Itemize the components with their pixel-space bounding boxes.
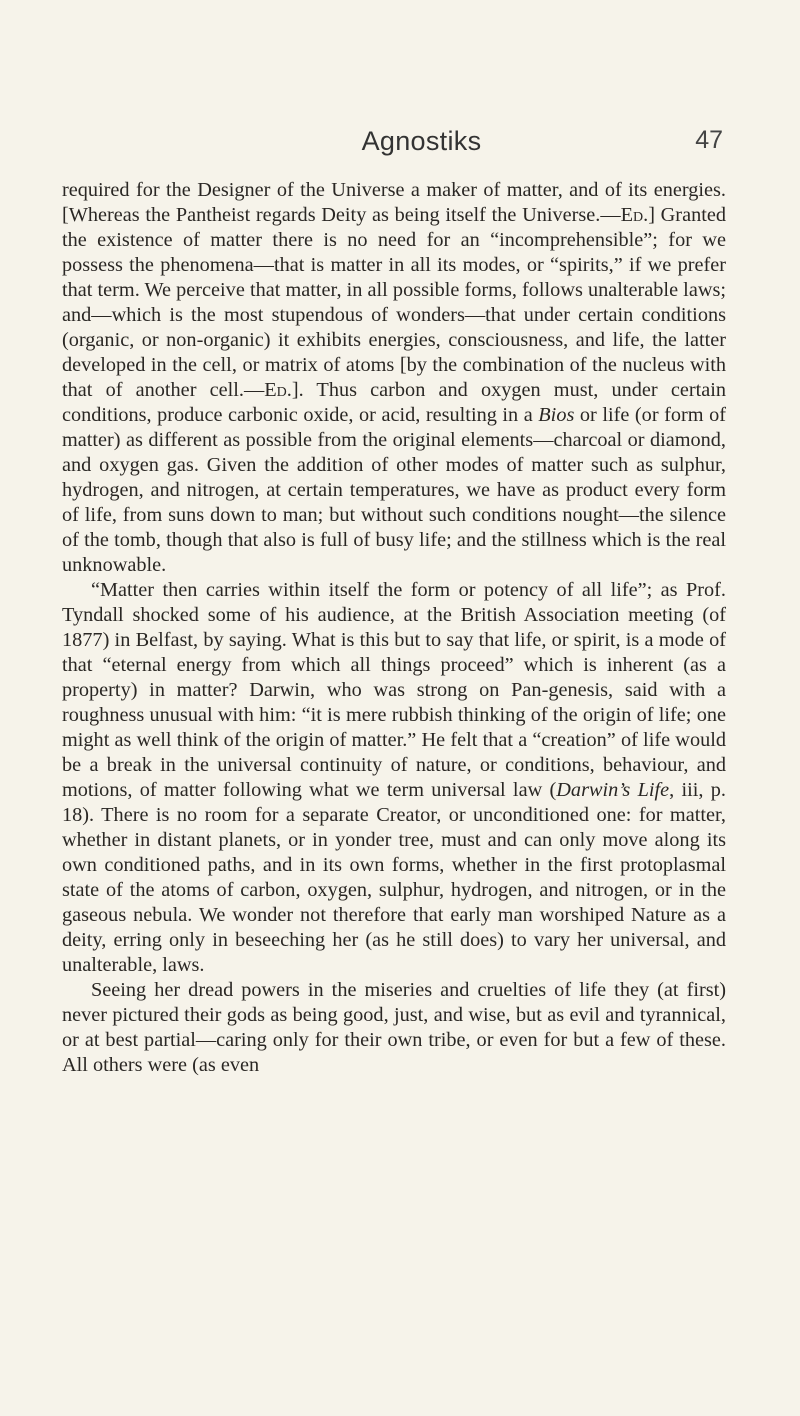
text-run: required for the Designer of the Universe a maker of matter, and of its energies. [Whereas the Pantheist regards Deity as being itself the Universe.—: [62, 179, 726, 226]
page-number: 47: [695, 126, 723, 154]
text-run: ] Granted the existence of matter there is no need for an “incomprehensible”; for we possess the phenomena—that is matter in all its modes, or “spirits,” if we prefer that term. We perceive that matter, in all possible forms, follows unalterable laws; and—which is the most stupendous of wonders—that under certain conditions (organic, or non-organic) it exhibits energies, consciousness, and life, the latter developed in the cell, or matrix of atoms [by the combination of the nucleus with that of another cell.—: [62, 204, 726, 401]
text-run: or life (or form of matter) as different as possible from the original elements—charcoal or diamond, and oxygen gas. Given the addition of other modes of matter such as sulphur, hydrogen, and nitrogen, at certain temperatures, we have as product every form of life, from suns down to man; but without such conditions nought—the silence of the tomb, though that also is full of busy life; and the stillness which is the real unknowable.: [62, 404, 726, 576]
paragraph: [62, 978, 726, 1078]
text-run: ]. Thus carbon and oxygen must, under certain conditions, produce carbonic oxide, or acid, resulting in a: [62, 379, 726, 426]
italic-text: Bios: [538, 404, 575, 426]
page-header: [120, 126, 723, 166]
text-run: “Matter then carries within itself the form or potency of all life”; as Prof. Tyndall shocked some of his audience, at the British Association meeting (of 1877) in Belfast, by saying. What is this but to say that life, or spirit, is a mode of that “eternal energy from which all things proceed” which is inherent (as a property) in matter? Darwin, who was strong on Pan-genesis, said with a roughness unusual with him: “it is mere rubbish thinking of the origin of life; one might as well think of the origin of matter.” He felt that a “creation” of life would be a break in the universal continuity of nature, or conditions, behaviour, and motions, of matter following what we term universal law (: [62, 579, 726, 801]
paragraph: [62, 578, 726, 978]
text-run: Seeing her dread powers in the miseries and cruelties of life they (at first) never pictured their gods as being good, just, and wise, but as evil and tyrannical, or at best partial—caring only for their own tribe, or even for but a few of these. All others were (as even: [62, 979, 726, 1076]
editor-mark: Ed.: [264, 379, 292, 401]
editor-mark: Ed.: [620, 204, 649, 226]
italic-text: Darwin’s Life: [556, 779, 670, 801]
text-run: , iii, p. 18). There is no room for a separate Creator, or unconditioned one: for matter, whether in distant planets, or in yonder tree, must and can only move along its own conditioned paths, and in its own forms, whether in the first protoplasmal state of the atoms of carbon, oxygen, sulphur, hydrogen, and nitrogen, or in the gaseous nebula. We wonder not therefore that early man worshiped Nature as a deity, erring only in beseeching her (as he still does) to vary her universal, and unalterable, laws.: [62, 779, 727, 976]
paragraph: [62, 178, 726, 578]
running-head: Agnostiks: [361, 126, 482, 156]
body-text: [62, 178, 726, 1078]
